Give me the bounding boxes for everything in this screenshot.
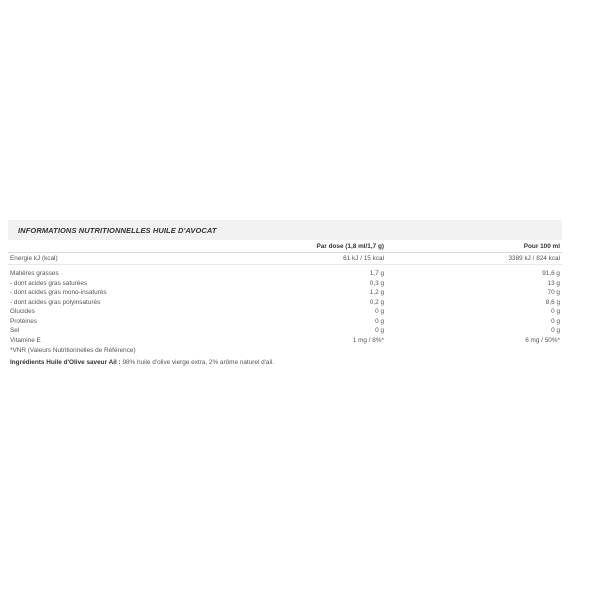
row-per-100: 0 g xyxy=(551,327,560,335)
header-label xyxy=(8,240,268,253)
row-label: Sel xyxy=(10,327,20,335)
row-per-dose: 0 g xyxy=(375,317,384,325)
row-per-100: 8,6 g xyxy=(545,298,560,306)
nutrition-table xyxy=(8,240,562,355)
row-per-dose: 1 mg / 8%* xyxy=(352,336,384,344)
energy-label: Energie kJ (kcal) xyxy=(8,253,268,265)
row-per-dose: 1,7 g xyxy=(369,270,384,278)
row-label: Matières grasses xyxy=(10,270,59,278)
table-row xyxy=(8,307,562,317)
footnote-row xyxy=(8,345,562,355)
energy-row xyxy=(8,253,562,265)
ingredients-label: Ingrédients Huile d'Olive saveur Ail : xyxy=(10,359,121,366)
row-per-100: 6 mg / 50%* xyxy=(525,336,560,344)
footnote: *VNR (Valeurs Nutritionnelles de Référence) xyxy=(10,346,136,354)
row-label: - dont acides gras saturées xyxy=(10,279,88,287)
nutrition-title: INFORMATIONS NUTRITIONNELLES HUILE D'AVOCAT xyxy=(18,225,217,235)
energy-per-dose: 61 kJ / 15 kcal xyxy=(268,253,386,265)
nutrition-table-section xyxy=(8,220,562,355)
row-label: Protéines xyxy=(10,317,37,325)
table-row xyxy=(8,279,562,289)
ingredients-line xyxy=(10,359,274,366)
row-per-dose: 0 g xyxy=(375,308,384,316)
row-per-100: 13 g xyxy=(547,279,560,287)
ingredients-text: 98% huile d'olive vierge extra, 2% arôme naturel d'ail. xyxy=(120,359,275,366)
row-label: - dont acides gras polyinsaturés xyxy=(10,298,101,306)
row-per-dose: 0 g xyxy=(375,327,384,335)
row-label: Vitamine E xyxy=(10,336,41,344)
table-row xyxy=(8,326,562,336)
row-per-100: 0 g xyxy=(551,308,560,316)
row-per-100: 70 g xyxy=(547,289,560,297)
row-label: - dont acides gras mono-insaturés xyxy=(10,289,107,297)
row-per-100: 91,6 g xyxy=(542,270,560,278)
row-per-dose: 0,3 g xyxy=(369,279,384,287)
table-header-row xyxy=(8,240,562,253)
nutrition-title-bar xyxy=(8,220,562,240)
row-per-100: 0 g xyxy=(551,317,560,325)
row-per-dose: 1,2 g xyxy=(369,289,384,297)
table-row xyxy=(8,269,562,279)
header-per-dose: Par dose (1,8 ml/1,7 g) xyxy=(268,240,386,253)
table-row xyxy=(8,288,562,298)
table-row xyxy=(8,317,562,327)
header-per-100: Pour 100 ml xyxy=(386,240,562,253)
table-row xyxy=(8,336,562,346)
row-per-dose: 0,2 g xyxy=(369,298,384,306)
row-label: Glucides xyxy=(10,308,35,316)
table-row xyxy=(8,298,562,308)
energy-per-100: 3389 kJ / 824 kcal xyxy=(386,253,562,265)
